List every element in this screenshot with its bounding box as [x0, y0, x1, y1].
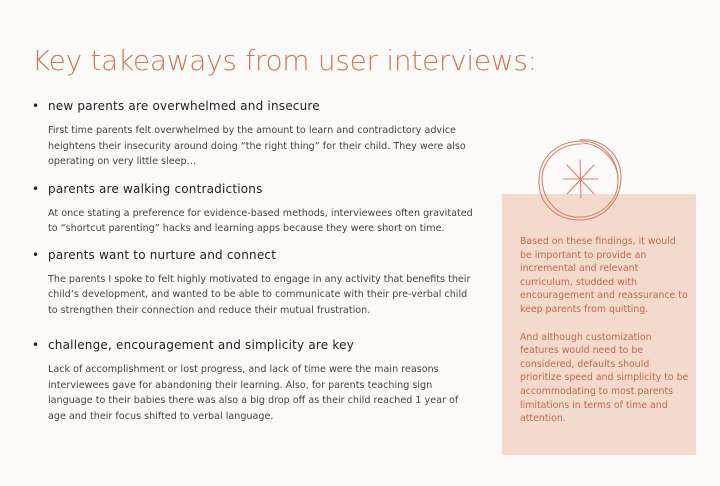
findings-paragraph: And although customization features would need to be considered, defaults should prioritize speed and simplicity to be accommodating to most parents limitations in terms of time and attention. [520, 331, 689, 425]
list-item [32, 181, 472, 237]
bullet: • [32, 247, 40, 262]
bullet: • [32, 338, 40, 352]
takeaway-heading: parents are walking contradictions [48, 181, 263, 196]
takeaway-body: First time parents felt overwhelmed by the amount to learn and contradictory advice heightens their insecurity around doing “the right thing” for their child. They were also operating on very little sleep… [48, 125, 466, 167]
page-title: Key takeaways from user interviews: [32, 44, 537, 77]
bullet: • [32, 181, 40, 196]
takeaway-heading-row [32, 247, 472, 264]
list-item [32, 337, 472, 424]
takeaway-heading: new parents are overwhelmed and insecure [48, 99, 320, 113]
takeaway-heading: parents want to nurture and connect [48, 247, 277, 262]
takeaway-heading: challenge, encouragement and simplicity are key [48, 338, 354, 352]
takeaway-body: At once stating a preference for evidence-based methods, interviewees often gravitated to “shortcut parenting” hacks and learning apps because they were short on time. [48, 207, 473, 234]
list-item [32, 247, 472, 319]
findings-text [520, 235, 690, 440]
list-item [32, 98, 472, 170]
takeaway-heading-row [32, 181, 472, 198]
takeaway-body: Lack of accomplishment or lost progress, and lack of time were the main reasons interviewees gave for abandoning their learning. Also, for parents teaching sign language to their babies there was also a big drop off as their child reached 1 year of age and their focus shifted to verbal language. [48, 364, 459, 422]
findings-callout [502, 194, 696, 455]
takeaway-heading-row [32, 98, 472, 115]
circled-asterisk-icon [532, 132, 628, 228]
findings-paragraph: Based on these findings, it would be important to provide an incremental and relevant curriculum, studded with encouragement and reassurance to keep parents from quitting. [520, 236, 688, 315]
takeaway-body: The parents I spoke to felt highly motivated to engage in any activity that benefits their child’s development, and wanted to be able to communicate with their pre-verbal child to strengthen their connection and reduce their mutual frustration. [48, 273, 471, 316]
bullet: • [32, 99, 40, 113]
takeaways-list [32, 98, 472, 424]
takeaway-heading-row [32, 337, 472, 354]
